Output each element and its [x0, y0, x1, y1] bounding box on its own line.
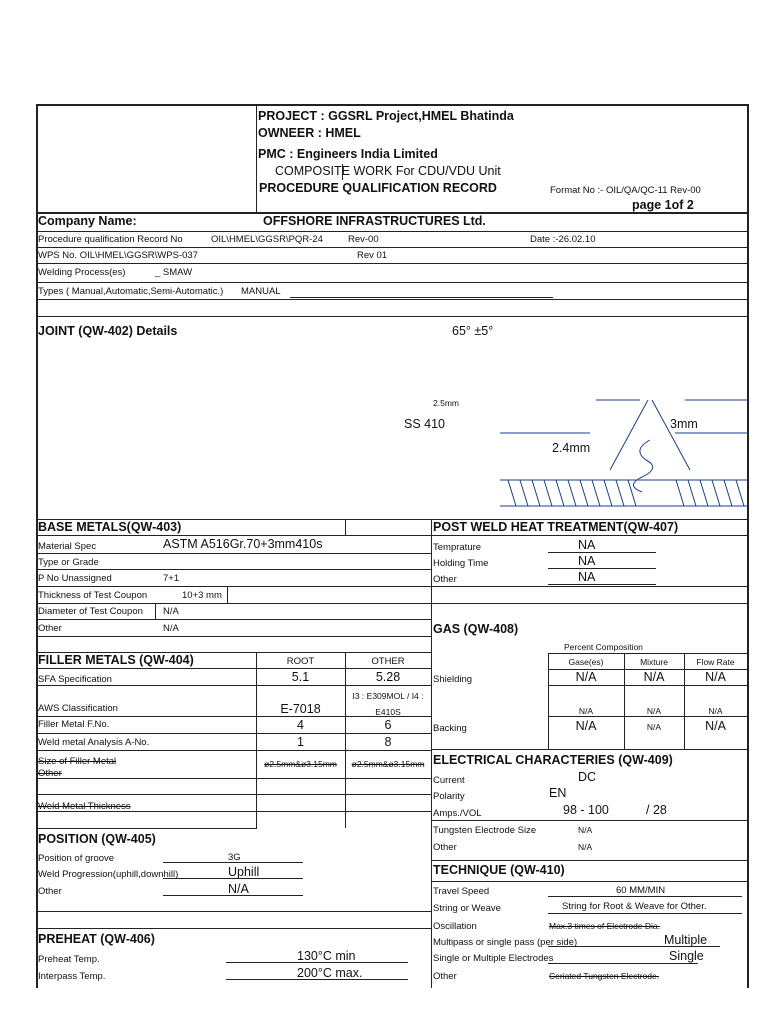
joint-gap-top: 2.5mm — [433, 398, 459, 408]
position-row-value: N/A — [228, 882, 249, 896]
gas-backing-gases: N/A — [575, 719, 597, 733]
rule-base-1 — [36, 535, 748, 536]
gas-title: GAS (QW-408) — [433, 622, 519, 636]
filler-row-label: SFA Specification — [38, 674, 112, 685]
gas-col-gases: Gase(es) — [568, 657, 604, 667]
filler-row-root: E-7018 — [280, 702, 321, 716]
base-diameter-divider — [155, 603, 156, 620]
position-row-value: 3G — [228, 852, 241, 863]
filler-row-other: I3 : E309MOL / I4 : E410S — [352, 691, 424, 717]
filler-row-other: ø2.5mm&ø3.15mm — [351, 759, 425, 769]
gas-backing-label: Backing — [433, 723, 467, 734]
technique-row-value: Max.3 times of Electrode Dia. — [549, 921, 661, 931]
base-row-label: Thickness of Test Coupon — [38, 590, 148, 601]
base-row-value: 7+1 — [163, 573, 180, 584]
electrical-row-value2: / 28 — [646, 803, 667, 817]
base-row-value: N/A — [163, 606, 179, 617]
technique-row-label: Single or Multiple Electrodes — [433, 953, 554, 964]
rule-base-5 — [36, 603, 748, 604]
gas-extra-flow: N/A — [708, 706, 723, 716]
filler-col-other: OTHER — [371, 656, 405, 667]
technique-row-value: String for Root & Weave for Other. — [562, 901, 707, 912]
filler-row-label: Weld metal Analysis A-No. — [38, 737, 150, 748]
composite-line: COMPOSITE WORK For CDU/VDU Unit — [275, 164, 501, 178]
company-label: Company Name: — [38, 214, 137, 228]
rule-5 — [36, 299, 748, 300]
rule-3 — [36, 263, 748, 264]
rule-4 — [36, 282, 748, 283]
filler-rule-5 — [36, 750, 431, 751]
base-row-label: P No Unassigned — [38, 573, 112, 584]
base-row-label: Type or Grade — [38, 557, 99, 568]
center-divider — [431, 519, 432, 988]
filler-row-root: 1 — [297, 735, 304, 749]
filler-row-label: AWS Classification — [38, 703, 118, 714]
gas-backing-mixture: N/A — [646, 722, 662, 732]
preheat-row-value: 130°C min — [297, 949, 356, 963]
electrical-row-label: Current — [433, 775, 465, 786]
gas-backing-flow: N/A — [705, 719, 726, 733]
preheat-row-label: Interpass Temp. — [38, 971, 106, 982]
joint-root-face: 2.4mm — [552, 441, 591, 455]
gas-shielding-label: Shielding — [433, 674, 473, 685]
preheat-underline-1 — [226, 962, 408, 963]
pqr-value: OIL\HMEL\GGSR\PQR-24 — [211, 234, 323, 245]
pwht-row-label: Holding Time — [433, 558, 489, 569]
rule-1 — [36, 231, 748, 232]
position-underline-3 — [163, 895, 303, 896]
technique-row-value: 60 MM/MIN — [616, 885, 666, 896]
base-row-label: Diameter of Test Coupon — [38, 606, 143, 617]
joint-sketch — [430, 380, 748, 510]
filler-row-label: Size of Filler Metal — [38, 756, 117, 767]
base-row-value: N/A — [163, 623, 179, 634]
pwht-underline-1 — [548, 552, 656, 553]
joint-thickness: 3mm — [670, 417, 698, 431]
pqr-rev: Rev-00 — [348, 234, 379, 245]
wps-no: WPS No. OIL\HMEL\GGSR\WPS-037 — [38, 250, 198, 261]
filler-rule-6 — [36, 778, 431, 779]
record-title: PROCEDURE QUALIFICATION RECORD — [259, 181, 497, 195]
electrical-row-value: DC — [578, 770, 597, 784]
pwht-row-label: Temprature — [433, 542, 482, 553]
filler-title: FILLER METALS (QW-404) — [38, 653, 194, 667]
pwht-underline-3 — [548, 584, 656, 585]
preheat-title: PREHEAT (QW-406) — [38, 932, 155, 946]
technique-row-label: String or Weave — [433, 903, 501, 914]
types-underline — [290, 297, 553, 298]
gas-percent-composition: Percent Composition — [564, 642, 643, 652]
gas-shielding-flow: N/A — [705, 670, 726, 684]
rule-base-7 — [36, 636, 431, 637]
technique-row-label: Travel Speed — [433, 886, 490, 897]
filler-row-other: 8 — [384, 735, 392, 749]
pqr-label: Procedure qualification Record No — [38, 234, 183, 245]
filler-rule-9 — [36, 828, 257, 829]
filler-rule-1 — [36, 668, 431, 669]
filler-row-root: 5.1 — [291, 670, 310, 684]
base-metals-title: BASE METALS(QW-403) — [38, 520, 182, 534]
filler-rule-3 — [36, 716, 431, 717]
position-row-value: Uphill — [228, 865, 260, 879]
filler-rule-4 — [36, 733, 431, 734]
electrical-row-label: Other — [433, 842, 457, 853]
pwht-row-label: Other — [433, 574, 457, 585]
base-row-value: ASTM A516Gr.70+3mm410s — [163, 537, 323, 551]
preheat-row-value: 200°C max. — [297, 966, 363, 980]
technique-row-value: Ceriated Tungsten Electrode. — [549, 971, 660, 981]
filler-row-root: ø2.5mm&ø3.15mm — [264, 759, 337, 769]
technique-underline-4 — [548, 963, 698, 964]
pwht-row-value: NA — [578, 570, 596, 584]
filler-rule-8 — [36, 811, 431, 812]
gas-extra-mixture: N/A — [646, 706, 662, 716]
electrical-row-value: N/A — [578, 825, 593, 835]
pwht-underline-2 — [548, 568, 656, 569]
header-divider — [256, 104, 257, 212]
joint-title: JOINT (QW-402) Details — [38, 324, 178, 338]
electrical-rule-2 — [431, 860, 748, 861]
position-title: POSITION (QW-405) — [38, 832, 156, 846]
electrical-row-value: EN — [549, 786, 567, 800]
technique-rule-1 — [431, 881, 748, 882]
gas-shielding-gases: N/A — [575, 670, 597, 684]
cursor-mark-2 — [342, 164, 343, 180]
position-row-label: Position of groove — [38, 853, 115, 864]
joint-angle: 65° ±5° — [452, 324, 494, 338]
technique-row-value: Multiple — [664, 933, 708, 947]
gas-rule-head — [548, 653, 747, 654]
electrical-row-label: Tungsten Electrode Size — [433, 825, 537, 836]
gas-col-mixture: Mixture — [640, 657, 668, 667]
filler-row-other: 5.28 — [375, 670, 401, 684]
technique-underline-2 — [548, 913, 742, 914]
gas-extra-gases: N/A — [578, 706, 594, 716]
position-row-label: Weld Progression(uphill,downhill) — [38, 869, 179, 880]
company-name: OFFSHORE INFRASTRUCTURES Ltd. — [263, 214, 486, 228]
border-right — [747, 104, 749, 988]
filler-row-other: 6 — [384, 718, 392, 732]
gas-rule-2 — [548, 685, 747, 686]
types-value: MANUAL — [241, 286, 281, 297]
filler-row-label: Filler Metal F.No. — [38, 719, 110, 730]
pwht-row-value: NA — [578, 554, 596, 568]
project-line: PROJECT : GGSRL Project,HMEL Bhatinda — [258, 109, 514, 123]
technique-underline-1 — [548, 896, 742, 897]
base-row-label: Material Spec — [38, 541, 97, 552]
technique-title: TECHNIQUE (QW-410) — [433, 863, 565, 877]
pwht-row-value: NA — [578, 538, 596, 552]
technique-row-label: Multipass or single pass (per side) — [433, 937, 578, 948]
technique-row-label: Other — [433, 971, 457, 982]
owner-line: OWNEER : HMEL — [258, 126, 361, 140]
gas-shielding-mixture: N/A — [643, 670, 665, 684]
rule-base-4 — [36, 586, 748, 587]
filler-row-root: 4 — [297, 718, 304, 732]
gas-col-flow: Flow Rate — [696, 657, 735, 667]
position-underline-2 — [163, 878, 303, 879]
technique-row-label: Oscillation — [433, 921, 477, 932]
gas-v-2 — [624, 653, 625, 749]
rule-2 — [36, 247, 748, 248]
filler-row-label: Weld Metal Thickness — [38, 801, 131, 812]
gas-v-3 — [684, 653, 685, 749]
rule-6 — [36, 316, 748, 317]
wps-rev: Rev 01 — [357, 250, 388, 261]
electrical-title: ELECTRICAL CHARACTERIES (QW-409) — [433, 753, 673, 767]
technique-row-value: Single — [669, 949, 704, 963]
rule-base-3 — [36, 569, 431, 570]
border-top — [36, 104, 748, 106]
electrical-rule-1 — [431, 820, 748, 821]
position-rule-1 — [36, 911, 431, 912]
base-thickness-divider — [227, 586, 228, 603]
rule-base-6 — [36, 619, 431, 620]
filler-rule-2 — [36, 685, 431, 686]
gas-rule-3 — [548, 716, 747, 717]
electrical-row-value: N/A — [578, 842, 593, 852]
base-title-divider — [345, 519, 346, 535]
process-label: Welding Process(es) — [38, 267, 126, 278]
format-no: Format No :- OIL/QA/QC-11 Rev-00 — [550, 185, 701, 196]
preheat-underline-2 — [226, 979, 408, 980]
gas-rule-bottom — [431, 749, 748, 750]
position-row-label: Other — [38, 886, 62, 897]
page-number: page 1of 2 — [632, 198, 694, 212]
electrical-row-label: Amps./VOL — [433, 808, 482, 819]
position-underline-1 — [163, 862, 303, 863]
electrical-row-label: Polarity — [433, 791, 465, 802]
preheat-row-label: Preheat Temp. — [38, 954, 100, 965]
types-label: Types ( Manual,Automatic,Semi-Automatic.) — [38, 286, 224, 297]
base-row-label: Other — [38, 623, 62, 634]
pwht-title: POST WELD HEAT TREATMENT(QW-407) — [433, 520, 679, 534]
process-value: _ SMAW — [155, 267, 193, 278]
pmc-line: PMC : Engineers India Limited — [258, 147, 438, 161]
joint-material: SS 410 — [404, 417, 446, 431]
filler-row-label: Other — [38, 768, 62, 779]
pqr-date: Date :-26.02.10 — [530, 234, 596, 245]
rule-base-2 — [36, 553, 431, 554]
gas-v-1 — [548, 653, 549, 749]
filler-col-root: ROOT — [286, 656, 315, 667]
technique-underline-3 — [548, 946, 720, 947]
base-row-value: 10+3 mm — [182, 590, 222, 601]
position-rule-2 — [36, 928, 431, 929]
filler-rule-7 — [36, 794, 431, 795]
electrical-row-value: 98 - 100 — [563, 803, 609, 817]
